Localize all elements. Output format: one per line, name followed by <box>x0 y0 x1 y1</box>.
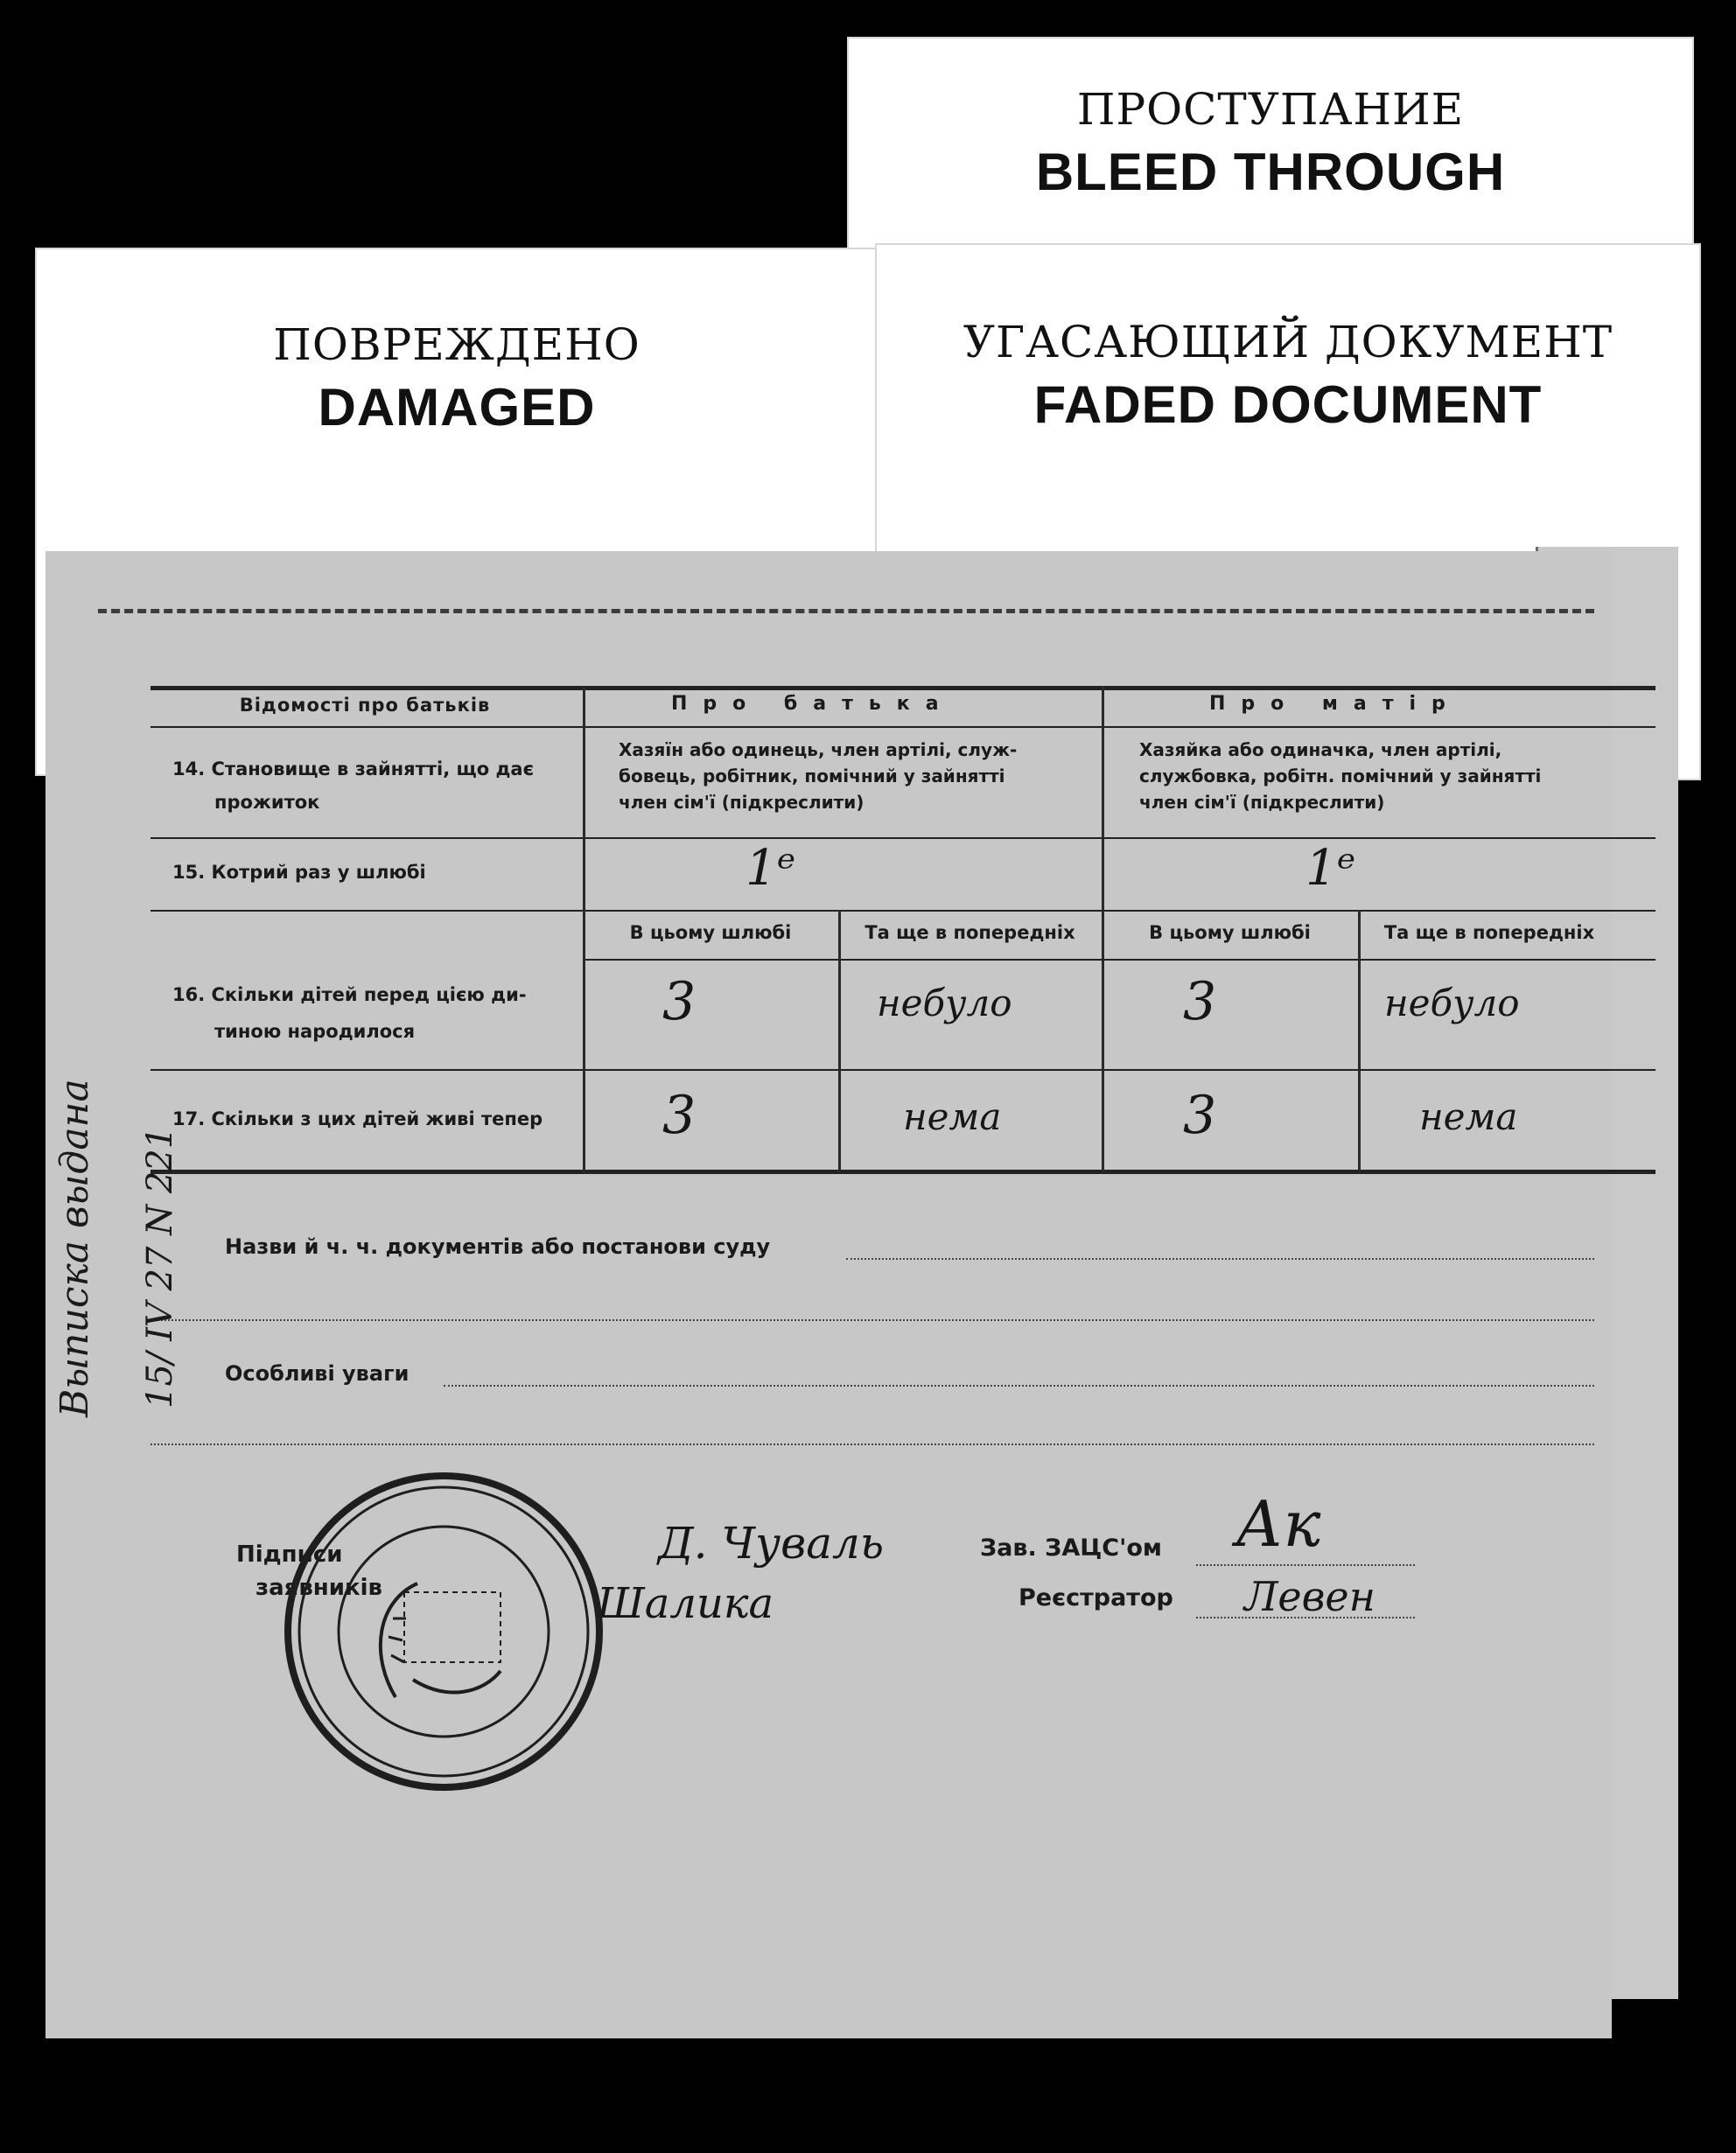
row14-father-1: Хазяїн або одинець, член артілі, служ- <box>619 739 1018 760</box>
subheader-this-marriage-mother: В цьому шлюбі <box>1149 922 1311 943</box>
row15-label: 15. Котрий раз у шлюбі <box>172 862 426 883</box>
subheader-previous-father: Та ще в попередніх <box>864 922 1075 943</box>
round-seal-icon <box>273 1461 614 1802</box>
damaged-ru: ПОВРЕЖДЕНО <box>273 319 640 370</box>
table-bottom-rule <box>150 1170 1656 1174</box>
subheader-this-marriage-father: В цьому шлюбі <box>629 922 792 943</box>
registration-form-sheet <box>46 551 1612 2038</box>
notes-label: Особливі уваги <box>225 1361 410 1386</box>
subheader-rule <box>583 959 1656 961</box>
documents-dotted-line-2 <box>150 1319 1594 1321</box>
header-rule <box>150 726 1656 728</box>
margin-note-2: 15/ IV 27 N 221 <box>140 1126 180 1409</box>
head-label: Зав. ЗАЦС'ом <box>980 1534 1162 1562</box>
row17-father-this: 3 <box>662 1085 696 1146</box>
bleed-through-card <box>847 37 1694 259</box>
father-header: Про батька <box>671 693 955 715</box>
col-divider-3 <box>838 910 841 1172</box>
bleed-through-en: BLEED THROUGH <box>1035 143 1506 201</box>
tear-line <box>98 609 1594 613</box>
margin-note-1: Выписка выдана <box>52 1079 97 1417</box>
row17-father-prev: нема <box>903 1095 1002 1138</box>
head-dotted-line <box>1196 1564 1415 1566</box>
applicant-signature-1: Д. Чуваль <box>658 1518 885 1569</box>
registrar-signature: Левен <box>1244 1573 1376 1620</box>
col-divider-4 <box>1358 910 1361 1172</box>
row15-rule <box>150 910 1656 912</box>
notes-dotted-line-2 <box>150 1443 1594 1445</box>
row14-mother-3: член сім'ї (підкреслити) <box>1139 792 1385 813</box>
row16-mother-prev: небуло <box>1384 982 1520 1024</box>
damaged-en: DAMAGED <box>318 378 596 437</box>
row16-father-this: 3 <box>662 971 696 1032</box>
documents-dotted-line <box>846 1258 1594 1260</box>
row14-rule <box>150 837 1656 839</box>
faded-document-ru: УГАСАЮЩИЙ ДОКУМЕНТ <box>962 317 1614 367</box>
row14-mother-2: службовка, робітн. помічний у зайнятті <box>1139 765 1542 786</box>
row14-label-1: 14. Становище в зайнятті, що дає <box>172 758 535 779</box>
row14-label-2: прожиток <box>214 792 320 813</box>
row16-label-2: тиною народилося <box>214 1021 416 1042</box>
faded-document-en: FADED DOCUMENT <box>1033 375 1543 434</box>
row17-mother-prev: нема <box>1419 1095 1518 1138</box>
row16-father-prev: небуло <box>877 982 1012 1024</box>
applicant-signature-2: Шалика <box>597 1579 774 1628</box>
signatures-label-1: Підписи <box>236 1541 343 1568</box>
parents-info-header: Відомості про батьків <box>239 695 491 716</box>
head-signature: Ак <box>1236 1487 1321 1561</box>
row16-rule <box>150 1069 1656 1071</box>
registrar-dotted-line <box>1196 1617 1415 1618</box>
row17-mother-this: 3 <box>1183 1085 1217 1146</box>
registrar-label: Реєстратор <box>1018 1584 1173 1611</box>
mother-header: Про матір <box>1209 693 1461 715</box>
row14-father-2: бовець, робітник, помічний у зайнятті <box>619 765 1005 786</box>
documents-label: Назви й ч. ч. документів або постанови суду <box>225 1234 771 1259</box>
row16-mother-this: 3 <box>1183 971 1217 1032</box>
row14-father-3: член сім'ї (підкреслити) <box>619 792 864 813</box>
row15-father-value: 1ᵉ <box>746 840 796 897</box>
signatures-label-2: заявників <box>256 1575 382 1601</box>
table-top-rule <box>150 686 1656 690</box>
row15-mother-value: 1ᵉ <box>1306 840 1356 897</box>
row17-label: 17. Скільки з цих дітей живі тепер <box>172 1108 543 1129</box>
bleed-through-ru: ПРОСТУПАНИЕ <box>1076 84 1465 135</box>
row16-label-1: 16. Скільки дітей перед цією ди- <box>172 984 527 1005</box>
notes-dotted-line <box>444 1385 1594 1387</box>
subheader-previous-mother: Та ще в попередніх <box>1383 922 1595 943</box>
row14-mother-1: Хазяйка або одиначка, член артілі, <box>1139 739 1502 760</box>
